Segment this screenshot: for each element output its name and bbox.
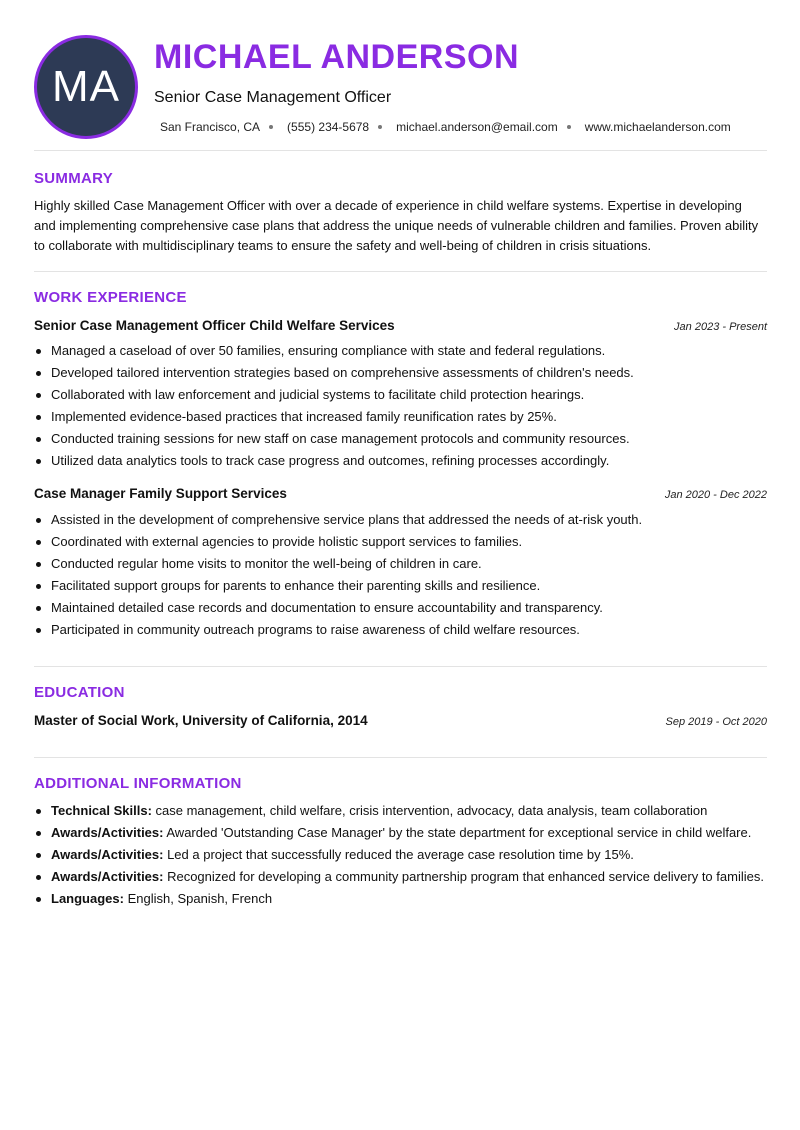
divider <box>34 666 767 667</box>
education-date: Sep 2019 - Oct 2020 <box>665 716 767 728</box>
summary-text: Highly skilled Case Management Officer with over a decade of experience in child welfare systems. Expertise in developing and implementing comprehensive case plans that address the unique needs of vulnerable children and families. Proven ability to collaborate with multidisciplinary teams to ensure the safety and well-being of children in crisis situations. <box>34 198 759 253</box>
job-bullets <box>34 342 767 474</box>
list-item: Assisted in the development of comprehensive service plans that addressed the needs of at-risk youth. <box>34 511 767 529</box>
item-text: English, Spanish, French <box>123 891 273 906</box>
item-label: Awards/Activities: <box>51 825 164 840</box>
education-entry <box>34 713 767 728</box>
list-item: Coordinated with external agencies to provide holistic support services to families. <box>34 533 767 551</box>
separator-dot <box>567 125 571 129</box>
avatar-initials: MA <box>52 62 120 111</box>
job-title: Senior Case Management Officer Child Welfare Services <box>34 318 395 333</box>
divider <box>34 150 767 151</box>
list-item: Managed a caseload of over 50 families, ensuring compliance with state and federal regulations. <box>34 342 767 360</box>
work-experience-heading: WORK EXPERIENCE <box>34 289 187 306</box>
job-title: Case Manager Family Support Services <box>34 486 287 501</box>
candidate-name: MICHAEL ANDERSON <box>154 38 520 76</box>
separator-dot <box>378 125 382 129</box>
list-item <box>34 868 767 886</box>
degree: Master of Social Work, University of California, 2014 <box>34 713 368 728</box>
list-item: Developed tailored intervention strategies based on comprehensive assessments of children's needs. <box>34 364 767 382</box>
contact-phone: (555) 234-5678 <box>287 120 370 134</box>
list-item: Collaborated with law enforcement and judicial systems to facilitate child protection hearings. <box>34 386 767 404</box>
job-bullets <box>34 511 767 643</box>
item-label: Awards/Activities: <box>51 869 164 884</box>
summary-heading: SUMMARY <box>34 170 114 187</box>
list-item: Conducted training sessions for new staff on case management protocols and community resources. <box>34 430 767 448</box>
list-item <box>34 802 767 820</box>
list-item: Facilitated support groups for parents to enhance their parenting skills and resilience. <box>34 577 767 595</box>
item-text: Recognized for developing a community partnership program that enhanced service delivery to families. <box>163 869 764 884</box>
separator-dot <box>269 125 273 129</box>
job-header <box>34 318 767 333</box>
item-text: case management, child welfare, crisis intervention, advocacy, data analysis, team collaboration <box>151 803 708 818</box>
contact-info <box>160 120 731 134</box>
divider <box>34 271 767 272</box>
list-item <box>34 890 767 908</box>
list-item <box>34 846 767 864</box>
avatar <box>34 35 138 139</box>
candidate-title: Senior Case Management Officer <box>154 89 392 106</box>
item-label: Awards/Activities: <box>51 847 164 862</box>
list-item: Implemented evidence-based practices that increased family reunification rates by 25%. <box>34 408 767 426</box>
list-item <box>34 824 767 842</box>
contact-email[interactable]: michael.anderson@email.com <box>396 120 558 134</box>
job-date: Jan 2023 - Present <box>674 321 767 333</box>
education-heading: EDUCATION <box>34 684 125 701</box>
item-label: Languages: <box>51 891 124 906</box>
contact-website[interactable]: www.michaelanderson.com <box>584 120 731 134</box>
job-header <box>34 486 767 501</box>
item-text: Led a project that successfully reduced the average case resolution time by 15%. <box>163 847 634 862</box>
divider <box>34 757 767 758</box>
list-item: Utilized data analytics tools to track case progress and outcomes, refining processes accordingly. <box>34 452 767 470</box>
list-item: Maintained detailed case records and documentation to ensure accountability and transparency. <box>34 599 767 617</box>
item-label: Technical Skills: <box>51 803 152 818</box>
additional-info-list <box>34 802 767 912</box>
additional-info-heading: ADDITIONAL INFORMATION <box>34 775 242 792</box>
job-date: Jan 2020 - Dec 2022 <box>664 489 767 501</box>
contact-location: San Francisco, CA <box>160 120 261 134</box>
item-text: Awarded 'Outstanding Case Manager' by the state department for exceptional service in child welfare. <box>163 825 752 840</box>
list-item: Conducted regular home visits to monitor the well-being of children in care. <box>34 555 767 573</box>
list-item: Participated in community outreach programs to raise awareness of child welfare resources. <box>34 621 767 639</box>
